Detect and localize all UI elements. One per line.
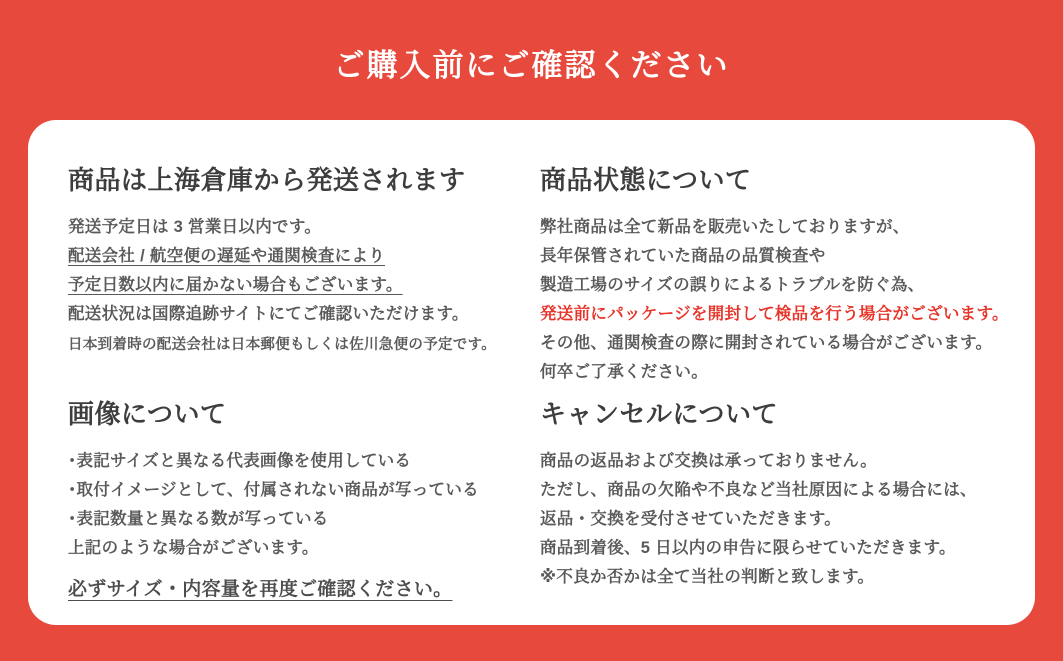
text-line: 予定日数以内に届かない場合もございます。 <box>68 276 403 294</box>
emphasis-text-line: 必ずサイズ・内容量を再度ご確認ください。 <box>68 579 453 600</box>
text-line: 返品・交換を受付させていただきます。 <box>540 510 842 528</box>
cancel-heading: キャンセルについて <box>540 399 778 429</box>
section-condition <box>540 160 1015 394</box>
text-line: 配送状況は国際追跡サイトにてご確認いただけます。 <box>68 305 469 323</box>
images-heading: 画像について <box>68 399 227 429</box>
text-line: その他、通関検査の際に開封されている場合がございます。 <box>540 334 993 352</box>
page-title: ご購入前にご確認ください <box>333 48 730 83</box>
text-line: 上記のような場合がございます。 <box>68 539 319 557</box>
text-line: 弊社商品は全て新品を販売いたしておりますが、 <box>540 218 910 236</box>
list-item: ･取付イメージとして、付属されない商品が写っている <box>68 481 479 499</box>
list-item: ･表記数量と異なる数が写っている <box>68 510 329 528</box>
text-line: 何卒ご了承ください。 <box>540 363 708 381</box>
section-images <box>68 394 540 625</box>
text-line: 配送会社 / 航空便の遅延や通関検査により <box>68 247 386 265</box>
text-line: 商品の返品および交換は承っておりません。 <box>540 452 877 470</box>
section-shipping <box>68 160 540 394</box>
text-line: 製造工場のサイズの誤りによるトラブルを防ぐ為、 <box>540 276 925 294</box>
text-line: 発送予定日は 3 営業日以内です。 <box>68 218 322 236</box>
warning-text-line: 発送前にパッケージを開封して検品を行う場合がございます。 <box>540 305 1009 323</box>
condition-heading: 商品状態について <box>540 165 752 195</box>
text-line: 日本到着時の配送会社は日本郵便もしくは佐川急便の予定です。 <box>68 337 497 353</box>
text-line: 長年保管されていた商品の品質検査や <box>540 247 826 265</box>
text-line: ※不良か否かは全て当社の判断と致します。 <box>540 568 875 586</box>
shipping-heading: 商品は上海倉庫から発送されます <box>68 165 466 195</box>
notice-panel <box>28 120 1035 625</box>
text-line: 商品到着後、5 日以内の申告に限らせていただきます。 <box>540 539 956 557</box>
list-item: ･表記サイズと異なる代表画像を使用している <box>68 452 412 470</box>
text-line: ただし、商品の欠陥や不良など当社原因による場合には、 <box>540 481 977 499</box>
section-cancel <box>540 394 1015 625</box>
